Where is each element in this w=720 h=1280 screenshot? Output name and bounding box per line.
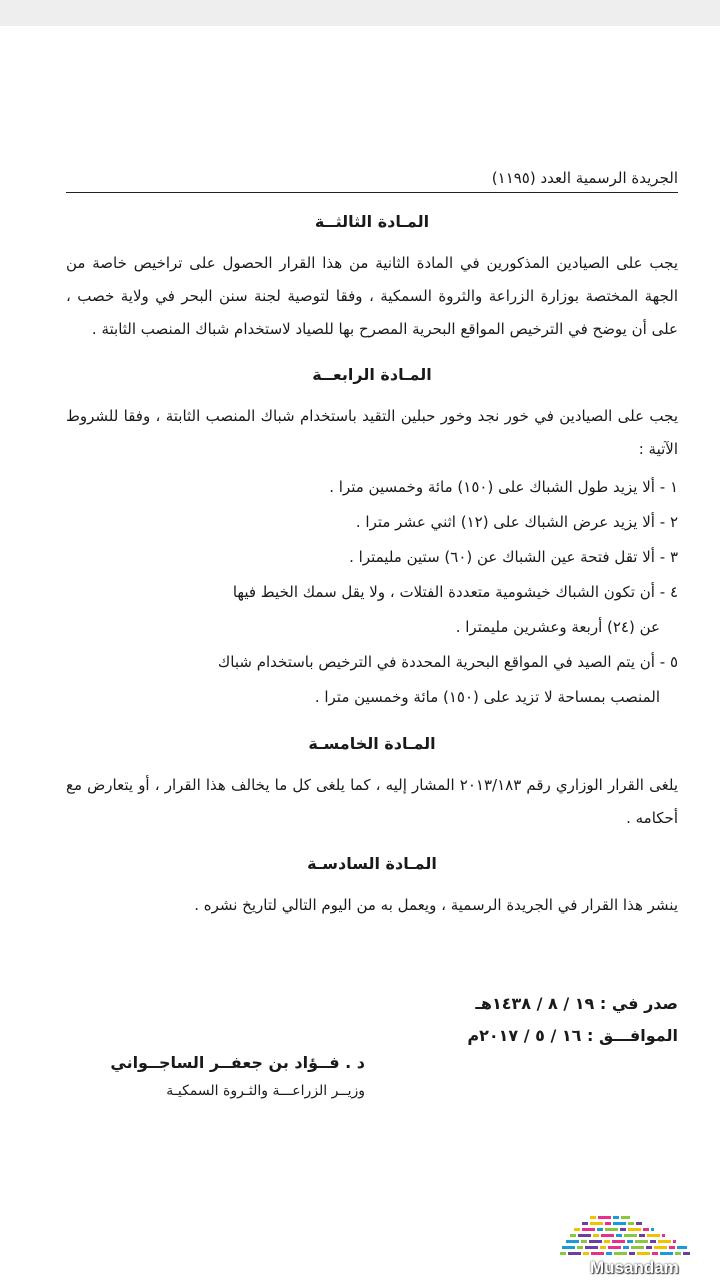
logo-stripe [621,1216,630,1219]
logo-stripe [616,1234,622,1237]
logo-stripe [673,1240,676,1243]
item-text-continued: عن (٢٤) أربعة وعشرين مليمترا . [455,618,660,636]
logo-stripe [627,1240,633,1243]
article-title: المـادة الثالثــة [314,212,430,231]
logo-stripe [643,1228,649,1231]
logo-stripe [583,1252,589,1255]
logo-stripe [570,1234,576,1237]
logo-stripe [593,1234,599,1237]
article-6 [66,853,678,922]
logo-stripe [654,1246,667,1249]
top-bar [0,0,720,26]
issue-dates [467,988,678,1052]
logo-stripe [600,1246,606,1249]
logo-stripe [606,1252,612,1255]
list-item [66,470,678,505]
logo-stripe [647,1234,660,1237]
logo-stripe [652,1252,658,1255]
logo-stripe [597,1228,603,1231]
logo-stripe [669,1246,675,1249]
article-title: المـادة الخامسـة [308,734,436,753]
list-item [66,505,678,540]
item-text: ألا يزيد طول الشباك على (١٥٠) مائة وخمسين مترا . [329,478,655,496]
logo-stripe [590,1222,603,1225]
logo-stripe [660,1252,673,1255]
document-page [66,168,678,922]
signatory-name: د . فــؤاد بن جعفــر الساجــواني [110,1053,365,1072]
logo-stripe [635,1240,648,1243]
logo-stripe [629,1252,635,1255]
logo-stripe [613,1216,619,1219]
logo-stripe [651,1228,654,1231]
logo-stripe [683,1252,690,1255]
logo-stripe [637,1252,650,1255]
logo-stripe [604,1240,610,1243]
logo-stripe [568,1252,581,1255]
item-number: ٣ - [659,548,678,566]
article-paragraph: ينشر هذا القرار في الجريدة الرسمية ، ويعمل به من اليوم التالي لتاريخ نشره . [194,896,678,914]
article-paragraph: يلغى القرار الوزاري رقم ٢٠١٣/١٨٣ المشار إليه ، كما يلغى كل ما يخالف هذا القرار ، أو يتعارض مع أحكامه . [66,776,678,827]
list-item [66,645,678,715]
logo-stripe [605,1228,618,1231]
logo-stripe [601,1234,614,1237]
logo-stripe [639,1234,645,1237]
logo-stripe [677,1246,687,1249]
article-5 [66,733,678,835]
corresponding-date: الموافـــق : ١٦ / ٥ / ٢٠١٧م [467,1026,678,1045]
item-text: أن يتم الصيد في المواقع البحرية المحددة في الترخيص باستخدام شباك [217,653,655,671]
logo-stripe [614,1252,627,1255]
logo-stripe [585,1246,598,1249]
signature-block [110,1050,365,1106]
logo-stripe [620,1228,626,1231]
article-title: المـادة السادسـة [307,854,437,873]
logo-stripe [628,1228,641,1231]
signatory-title: وزيــر الزراعـــة والثـروة السمكيـة [166,1083,365,1099]
logo-stripe [598,1216,611,1219]
article-paragraph: يجب على الصيادين المذكورين في المادة الثانية من هذا القرار الحصول على تراخيص خاصة من الجهة المختصة بوزارة الزراعة والثروة السمكية ، وفقا لتوصية لجنة سنن البحر في ولاية خصب ، على أن يوضح في الترخيص المواقع البحرية المصرح بها للصياد لاستخدام شباك المنصب الثابتة . [66,254,678,338]
logo-stripe [646,1246,652,1249]
logo-stripe [577,1246,583,1249]
logo-stripe [631,1246,644,1249]
item-text-continued: المنصب بمساحة لا تزيد على (١٥٠) مائة وخمسين مترا . [314,688,660,706]
item-number: ٢ - [659,513,678,531]
item-text: ألا يزيد عرض الشباك على (١٢) اثني عشر مترا . [355,513,655,531]
item-number: ٥ - [659,653,678,671]
logo-stripe [582,1222,588,1225]
item-text: أن تكون الشباك خيشومية متعددة الفتلات ، ولا يقل سمك الخيط فيها [232,583,655,601]
list-item [66,540,678,575]
gazette-header: الجريدة الرسمية العدد (١١٩٥) [66,168,678,193]
logo-stripe [566,1240,579,1243]
logo-stripe [613,1222,626,1225]
logo-stripe [574,1228,580,1231]
logo-stripe [612,1240,625,1243]
list-item [66,575,678,645]
logo-stripe [560,1252,566,1255]
logo-stripe [562,1246,575,1249]
watermark-text: Musandam [590,1258,679,1277]
article-title: المـادة الرابعــة [312,365,432,384]
logo-stripe [589,1240,602,1243]
logo-stripe [636,1222,642,1225]
conditions-list [66,470,678,715]
logo-stripe [650,1240,656,1243]
logo-stripe [675,1252,681,1255]
item-number: ١ - [659,478,678,496]
item-number: ٤ - [659,583,678,601]
logo-stripe [590,1216,596,1219]
article-paragraph: يجب على الصيادين في خور نجد وخور حبلين التقيد باستخدام شباك المنصب الثابتة ، وفقا للشروط الآتية : [66,407,678,458]
logo-stripe [662,1234,665,1237]
article-4 [66,364,678,715]
logo-stripe [578,1234,591,1237]
logo-stripe [605,1222,611,1225]
logo-stripe [623,1246,629,1249]
article-3 [66,211,678,346]
logo-stripe [658,1240,671,1243]
issued-date: صدر في : ١٩ / ٨ / ١٤٣٨هـ [475,994,678,1013]
logo-stripe [591,1252,604,1255]
item-text: ألا تقل فتحة عين الشباك عن (٦٠) ستين مليمترا . [349,548,655,566]
logo-stripe [624,1234,637,1237]
logo-stripe [581,1240,587,1243]
logo-stripe [582,1228,595,1231]
logo-stripe [628,1222,634,1225]
logo-stripe [608,1246,621,1249]
